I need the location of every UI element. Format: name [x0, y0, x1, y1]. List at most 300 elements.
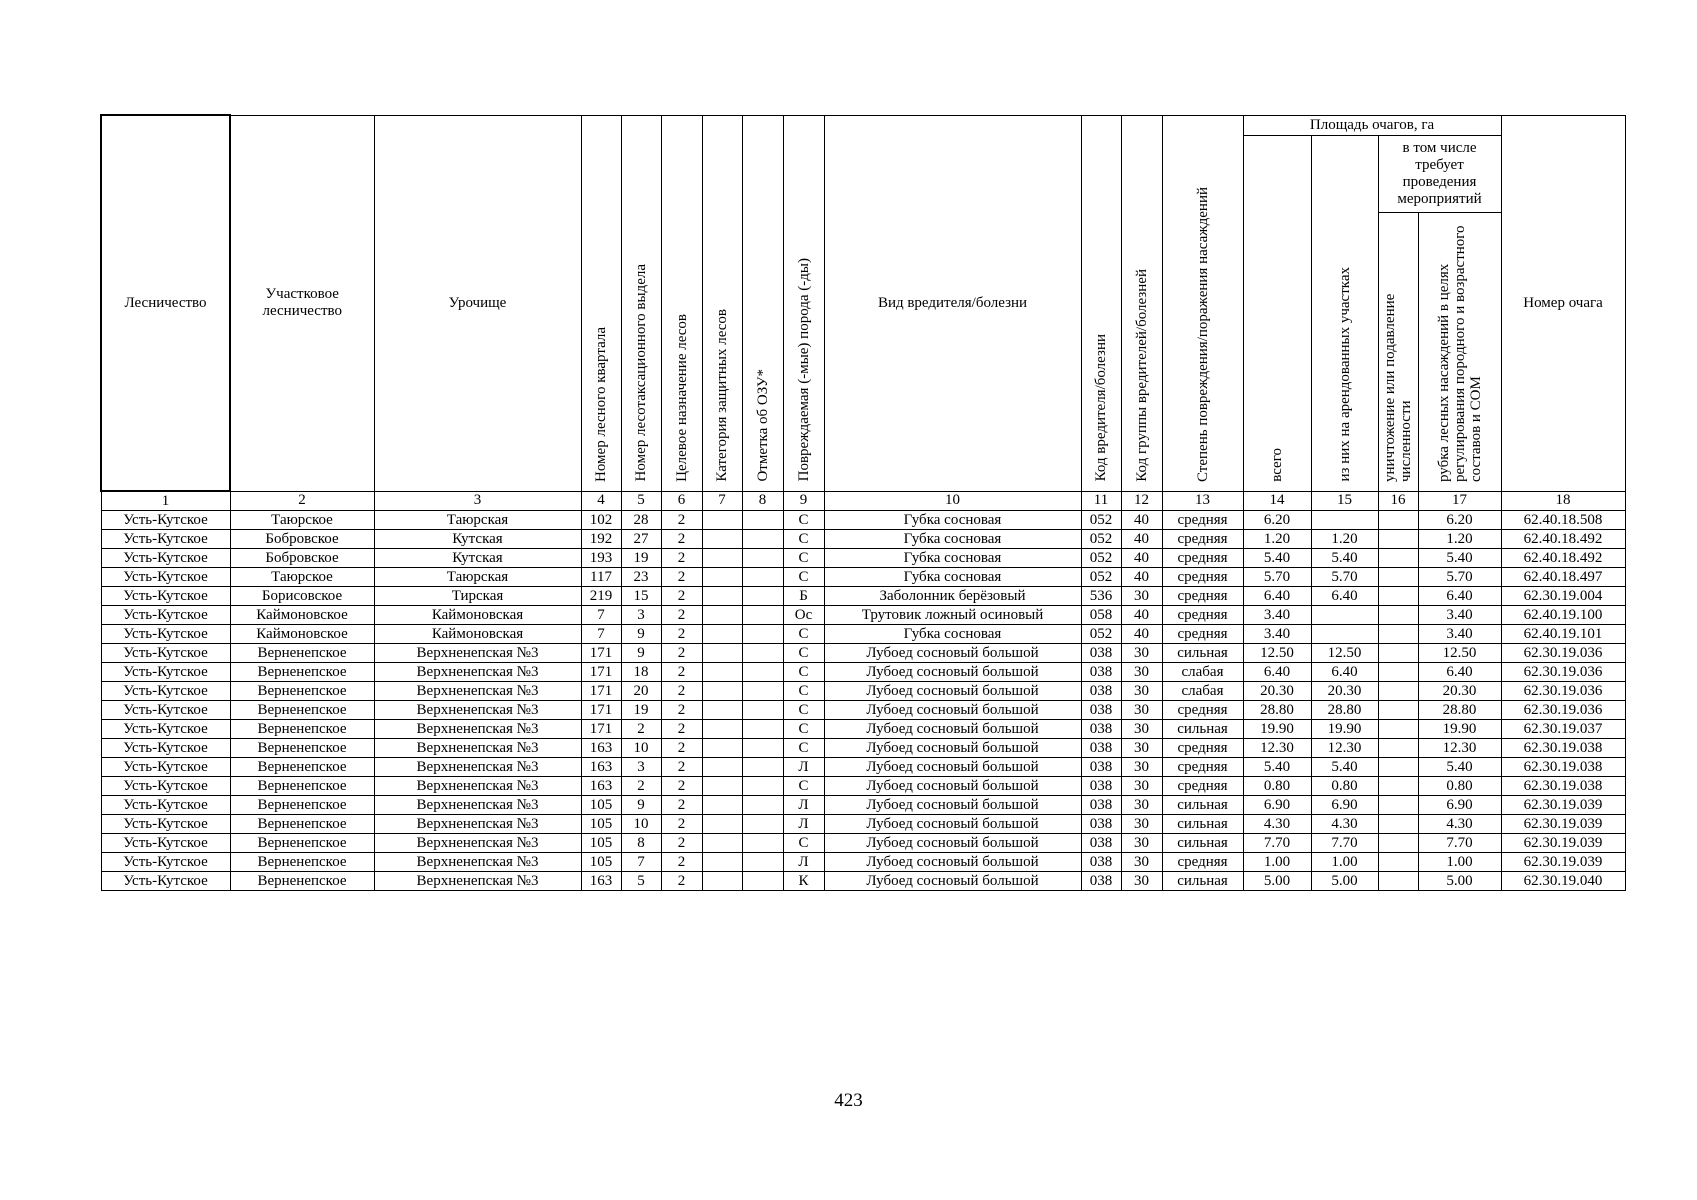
vydel-cell: 23: [621, 568, 661, 587]
stepen-cell: средняя: [1162, 739, 1243, 758]
kvartal-cell: 171: [581, 663, 621, 682]
kvartal-cell: 163: [581, 872, 621, 891]
nomer-ochaga-cell: 62.30.19.039: [1501, 853, 1625, 872]
urochishche-cell: Тирская: [374, 587, 581, 606]
header-vsego: всего: [1243, 135, 1311, 491]
kod-gruppy-cell: 30: [1121, 796, 1162, 815]
kvartal-cell: 171: [581, 682, 621, 701]
column-number: 1: [101, 491, 230, 511]
poroda-cell: Л: [783, 758, 824, 777]
table-row: [101, 777, 1625, 796]
kod-cell: 038: [1081, 663, 1121, 682]
nomer-ochaga-cell: 62.40.18.492: [1501, 530, 1625, 549]
leshoz-cell: Усть-Кутское: [101, 758, 230, 777]
uchastok-cell: Каймоновское: [230, 606, 374, 625]
vsego-cell: 1.00: [1243, 853, 1311, 872]
unichtozhenie-cell: [1378, 663, 1418, 682]
rubka-cell: 6.20: [1418, 511, 1501, 530]
kod-cell: 038: [1081, 777, 1121, 796]
stepen-cell: средняя: [1162, 587, 1243, 606]
page-number: 423: [834, 1090, 863, 1111]
stepen-cell: сильная: [1162, 644, 1243, 663]
vydel-cell: 19: [621, 549, 661, 568]
arenda-cell: [1311, 625, 1378, 644]
header-poroda: Повреждаемая (-мые) порода (-ды): [783, 115, 824, 491]
unichtozhenie-cell: [1378, 644, 1418, 663]
column-number: 5: [621, 491, 661, 511]
kvartal-cell: 105: [581, 834, 621, 853]
kod-gruppy-cell: 30: [1121, 682, 1162, 701]
kod-gruppy-cell: 30: [1121, 777, 1162, 796]
nomer-ochaga-cell: 62.30.19.036: [1501, 644, 1625, 663]
urochishche-cell: Верхненепская №3: [374, 796, 581, 815]
ozu-cell: [742, 853, 783, 872]
poroda-cell: Б: [783, 587, 824, 606]
rubka-cell: 6.40: [1418, 663, 1501, 682]
kod-cell: 038: [1081, 682, 1121, 701]
kod-gruppy-cell: 30: [1121, 815, 1162, 834]
nomer-ochaga-cell: 62.30.19.038: [1501, 739, 1625, 758]
rubka-cell: 3.40: [1418, 625, 1501, 644]
leshoz-cell: Усть-Кутское: [101, 872, 230, 891]
unichtozhenie-cell: [1378, 549, 1418, 568]
poroda-cell: С: [783, 644, 824, 663]
naznachenie-cell: 2: [661, 815, 702, 834]
vsego-cell: 5.40: [1243, 549, 1311, 568]
unichtozhenie-cell: [1378, 739, 1418, 758]
vydel-cell: 2: [621, 720, 661, 739]
naznachenie-cell: 2: [661, 530, 702, 549]
arenda-cell: 5.00: [1311, 872, 1378, 891]
kod-gruppy-cell: 30: [1121, 872, 1162, 891]
vydel-cell: 15: [621, 587, 661, 606]
nomer-ochaga-cell: 62.30.19.036: [1501, 682, 1625, 701]
vydel-cell: 19: [621, 701, 661, 720]
column-number: 11: [1081, 491, 1121, 511]
unichtozhenie-cell: [1378, 872, 1418, 891]
naznachenie-cell: 2: [661, 739, 702, 758]
vydel-cell: 10: [621, 739, 661, 758]
leshoz-cell: Усть-Кутское: [101, 625, 230, 644]
rubka-cell: 4.30: [1418, 815, 1501, 834]
poroda-cell: С: [783, 777, 824, 796]
naznachenie-cell: 2: [661, 701, 702, 720]
unichtozhenie-cell: [1378, 587, 1418, 606]
vsego-cell: 5.00: [1243, 872, 1311, 891]
stepen-cell: средняя: [1162, 568, 1243, 587]
unichtozhenie-cell: [1378, 625, 1418, 644]
table-row: [101, 701, 1625, 720]
stepen-cell: сильная: [1162, 815, 1243, 834]
arenda-cell: 5.70: [1311, 568, 1378, 587]
leshoz-cell: Усть-Кутское: [101, 796, 230, 815]
kvartal-cell: 219: [581, 587, 621, 606]
uchastok-cell: Верненепское: [230, 739, 374, 758]
uchastok-cell: Верненепское: [230, 682, 374, 701]
nomer-ochaga-cell: 62.30.19.038: [1501, 758, 1625, 777]
header-vid: Вид вредителя/болезни: [824, 115, 1081, 491]
vsego-cell: 5.40: [1243, 758, 1311, 777]
kategoriya-cell: [702, 682, 742, 701]
ozu-cell: [742, 511, 783, 530]
vsego-cell: 12.50: [1243, 644, 1311, 663]
kod-gruppy-cell: 40: [1121, 549, 1162, 568]
rubka-cell: 5.40: [1418, 549, 1501, 568]
ozu-cell: [742, 834, 783, 853]
ozu-cell: [742, 625, 783, 644]
vydel-cell: 5: [621, 872, 661, 891]
arenda-cell: 5.40: [1311, 758, 1378, 777]
column-number: 16: [1378, 491, 1418, 511]
unichtozhenie-cell: [1378, 796, 1418, 815]
nomer-ochaga-cell: 62.40.19.100: [1501, 606, 1625, 625]
column-number: 17: [1418, 491, 1501, 511]
vsego-cell: 3.40: [1243, 606, 1311, 625]
ozu-cell: [742, 606, 783, 625]
kategoriya-cell: [702, 758, 742, 777]
ozu-cell: [742, 720, 783, 739]
vsego-cell: 6.20: [1243, 511, 1311, 530]
uchastok-cell: Борисовское: [230, 587, 374, 606]
poroda-cell: С: [783, 511, 824, 530]
urochishche-cell: Верхненепская №3: [374, 853, 581, 872]
kategoriya-cell: [702, 511, 742, 530]
uchastok-cell: Бобровское: [230, 549, 374, 568]
unichtozhenie-cell: [1378, 777, 1418, 796]
poroda-cell: С: [783, 720, 824, 739]
vydel-cell: 9: [621, 625, 661, 644]
stepen-cell: средняя: [1162, 777, 1243, 796]
vsego-cell: 1.20: [1243, 530, 1311, 549]
leshoz-cell: Усть-Кутское: [101, 853, 230, 872]
vid-cell: Лубоед сосновый большой: [824, 644, 1081, 663]
arenda-cell: 12.30: [1311, 739, 1378, 758]
arenda-cell: 28.80: [1311, 701, 1378, 720]
urochishche-cell: Таюрская: [374, 568, 581, 587]
vydel-cell: 2: [621, 777, 661, 796]
leshoz-cell: Усть-Кутское: [101, 587, 230, 606]
vid-cell: Лубоед сосновый большой: [824, 796, 1081, 815]
kategoriya-cell: [702, 739, 742, 758]
nomer-ochaga-cell: 62.40.18.492: [1501, 549, 1625, 568]
table-row: [101, 644, 1625, 663]
rubka-cell: 6.40: [1418, 587, 1501, 606]
column-number: 2: [230, 491, 374, 511]
leshoz-cell: Усть-Кутское: [101, 530, 230, 549]
nomer-ochaga-cell: 62.30.19.039: [1501, 834, 1625, 853]
table-row: [101, 720, 1625, 739]
kod-gruppy-cell: 30: [1121, 587, 1162, 606]
leshoz-cell: Усть-Кутское: [101, 606, 230, 625]
column-number: 14: [1243, 491, 1311, 511]
vid-cell: Лубоед сосновый большой: [824, 834, 1081, 853]
kod-cell: 052: [1081, 530, 1121, 549]
kod-cell: 038: [1081, 758, 1121, 777]
rubka-cell: 5.00: [1418, 872, 1501, 891]
vid-cell: Лубоед сосновый большой: [824, 663, 1081, 682]
leshoz-cell: Усть-Кутское: [101, 834, 230, 853]
unichtozhenie-cell: [1378, 568, 1418, 587]
naznachenie-cell: 2: [661, 587, 702, 606]
arenda-cell: [1311, 511, 1378, 530]
kategoriya-cell: [702, 549, 742, 568]
vsego-cell: 28.80: [1243, 701, 1311, 720]
naznachenie-cell: 2: [661, 777, 702, 796]
ozu-cell: [742, 777, 783, 796]
poroda-cell: Л: [783, 815, 824, 834]
unichtozhenie-cell: [1378, 530, 1418, 549]
ozu-cell: [742, 644, 783, 663]
kvartal-cell: 171: [581, 644, 621, 663]
vydel-cell: 3: [621, 606, 661, 625]
uchastok-cell: Верненепское: [230, 701, 374, 720]
vid-cell: Губка сосновая: [824, 549, 1081, 568]
arenda-cell: 6.40: [1311, 663, 1378, 682]
uchastok-cell: Верненепское: [230, 815, 374, 834]
column-number: 3: [374, 491, 581, 511]
uchastok-cell: Бобровское: [230, 530, 374, 549]
vid-cell: Лубоед сосновый большой: [824, 853, 1081, 872]
poroda-cell: С: [783, 682, 824, 701]
kategoriya-cell: [702, 701, 742, 720]
stepen-cell: сильная: [1162, 834, 1243, 853]
kategoriya-cell: [702, 606, 742, 625]
uchastok-cell: Таюрское: [230, 568, 374, 587]
nomer-ochaga-cell: 62.30.19.036: [1501, 701, 1625, 720]
vsego-cell: 3.40: [1243, 625, 1311, 644]
table-row: [101, 815, 1625, 834]
kod-gruppy-cell: 30: [1121, 720, 1162, 739]
kod-cell: 052: [1081, 625, 1121, 644]
header-stepen: Степень повреждения/поражения насаждений: [1162, 115, 1243, 491]
kvartal-cell: 117: [581, 568, 621, 587]
leshoz-cell: Усть-Кутское: [101, 644, 230, 663]
stepen-cell: сильная: [1162, 872, 1243, 891]
naznachenie-cell: 2: [661, 568, 702, 587]
naznachenie-cell: 2: [661, 549, 702, 568]
unichtozhenie-cell: [1378, 701, 1418, 720]
naznachenie-cell: 2: [661, 720, 702, 739]
naznachenie-cell: 2: [661, 511, 702, 530]
naznachenie-cell: 2: [661, 644, 702, 663]
rubka-cell: 0.80: [1418, 777, 1501, 796]
rubka-cell: 3.40: [1418, 606, 1501, 625]
naznachenie-cell: 2: [661, 663, 702, 682]
vsego-cell: 4.30: [1243, 815, 1311, 834]
header-vydel: Номер лесотаксационного выдела: [621, 115, 661, 491]
leshoz-cell: Усть-Кутское: [101, 568, 230, 587]
table-row: [101, 872, 1625, 891]
urochishche-cell: Верхненепская №3: [374, 663, 581, 682]
naznachenie-cell: 2: [661, 853, 702, 872]
table-row: [101, 758, 1625, 777]
leshoz-cell: Усть-Кутское: [101, 663, 230, 682]
nomer-ochaga-cell: 62.40.18.497: [1501, 568, 1625, 587]
header-uchastok: Участковое лесничество: [230, 115, 374, 491]
kod-gruppy-cell: 40: [1121, 511, 1162, 530]
table-row: [101, 739, 1625, 758]
column-number: 7: [702, 491, 742, 511]
poroda-cell: С: [783, 701, 824, 720]
poroda-cell: С: [783, 549, 824, 568]
rubka-cell: 5.70: [1418, 568, 1501, 587]
rubka-cell: 12.50: [1418, 644, 1501, 663]
nomer-ochaga-cell: 62.30.19.040: [1501, 872, 1625, 891]
nomer-ochaga-cell: 62.30.19.038: [1501, 777, 1625, 796]
rubka-cell: 12.30: [1418, 739, 1501, 758]
column-number: 12: [1121, 491, 1162, 511]
urochishche-cell: Верхненепская №3: [374, 777, 581, 796]
vydel-cell: 8: [621, 834, 661, 853]
stepen-cell: средняя: [1162, 625, 1243, 644]
uchastok-cell: Верненепское: [230, 777, 374, 796]
ozu-cell: [742, 701, 783, 720]
vid-cell: Губка сосновая: [824, 511, 1081, 530]
table-row: [101, 511, 1625, 530]
urochishche-cell: Верхненепская №3: [374, 834, 581, 853]
ozu-cell: [742, 758, 783, 777]
header-naznachenie: Целевое назначение лесов: [661, 115, 702, 491]
leshoz-cell: Усть-Кутское: [101, 701, 230, 720]
kategoriya-cell: [702, 853, 742, 872]
kod-gruppy-cell: 30: [1121, 663, 1162, 682]
kategoriya-cell: [702, 796, 742, 815]
kod-gruppy-cell: 30: [1121, 834, 1162, 853]
kod-cell: 038: [1081, 720, 1121, 739]
kod-gruppy-cell: 40: [1121, 568, 1162, 587]
vid-cell: Заболонник берёзовый: [824, 587, 1081, 606]
kategoriya-cell: [702, 834, 742, 853]
ozu-cell: [742, 739, 783, 758]
table-row: [101, 568, 1625, 587]
arenda-cell: 5.40: [1311, 549, 1378, 568]
column-number: 4: [581, 491, 621, 511]
stepen-cell: слабая: [1162, 663, 1243, 682]
kod-cell: 052: [1081, 568, 1121, 587]
vsego-cell: 6.90: [1243, 796, 1311, 815]
naznachenie-cell: 2: [661, 796, 702, 815]
vid-cell: Лубоед сосновый большой: [824, 815, 1081, 834]
header-kod: Код вредителя/болезни: [1081, 115, 1121, 491]
ozu-cell: [742, 815, 783, 834]
kvartal-cell: 163: [581, 777, 621, 796]
kvartal-cell: 193: [581, 549, 621, 568]
nomer-ochaga-cell: 62.30.19.039: [1501, 796, 1625, 815]
header-ploshchad: Площадь очагов, га: [1243, 115, 1501, 135]
rubka-cell: 6.90: [1418, 796, 1501, 815]
kod-gruppy-cell: 30: [1121, 853, 1162, 872]
leshoz-cell: Усть-Кутское: [101, 682, 230, 701]
poroda-cell: С: [783, 834, 824, 853]
column-number: 6: [661, 491, 702, 511]
header-v-tom-chisle: в том числе требует проведения мероприятий: [1378, 135, 1501, 212]
kategoriya-cell: [702, 625, 742, 644]
forest-pest-foci-table: [100, 114, 1626, 891]
leshoz-cell: Усть-Кутское: [101, 739, 230, 758]
uchastok-cell: Каймоновское: [230, 625, 374, 644]
kod-gruppy-cell: 40: [1121, 625, 1162, 644]
vydel-cell: 9: [621, 644, 661, 663]
table-body: [101, 491, 1625, 891]
uchastok-cell: Верненепское: [230, 834, 374, 853]
poroda-cell: С: [783, 530, 824, 549]
arenda-cell: [1311, 606, 1378, 625]
table-row: [101, 682, 1625, 701]
vydel-cell: 20: [621, 682, 661, 701]
vid-cell: Лубоед сосновый большой: [824, 682, 1081, 701]
unichtozhenie-cell: [1378, 853, 1418, 872]
vsego-cell: 7.70: [1243, 834, 1311, 853]
unichtozhenie-cell: [1378, 834, 1418, 853]
kvartal-cell: 7: [581, 606, 621, 625]
uchastok-cell: Верненепское: [230, 663, 374, 682]
column-number: 15: [1311, 491, 1378, 511]
rubka-cell: 7.70: [1418, 834, 1501, 853]
ozu-cell: [742, 530, 783, 549]
vydel-cell: 9: [621, 796, 661, 815]
vid-cell: Губка сосновая: [824, 568, 1081, 587]
kategoriya-cell: [702, 720, 742, 739]
kod-cell: 052: [1081, 511, 1121, 530]
kategoriya-cell: [702, 568, 742, 587]
kategoriya-cell: [702, 777, 742, 796]
kategoriya-cell: [702, 815, 742, 834]
poroda-cell: С: [783, 625, 824, 644]
uchastok-cell: Верненепское: [230, 644, 374, 663]
kvartal-cell: 105: [581, 815, 621, 834]
nomer-ochaga-cell: 62.30.19.036: [1501, 663, 1625, 682]
header-kod-gruppy: Код группы вредителей/болезней: [1121, 115, 1162, 491]
stepen-cell: средняя: [1162, 701, 1243, 720]
urochishche-cell: Верхненепская №3: [374, 682, 581, 701]
table-row: [101, 587, 1625, 606]
kod-cell: 536: [1081, 587, 1121, 606]
kvartal-cell: 171: [581, 720, 621, 739]
kod-gruppy-cell: 30: [1121, 701, 1162, 720]
header-kvartal: Номер лесного квартала: [581, 115, 621, 491]
kvartal-cell: 163: [581, 758, 621, 777]
column-number: 9: [783, 491, 824, 511]
ozu-cell: [742, 549, 783, 568]
column-number: 18: [1501, 491, 1625, 511]
poroda-cell: С: [783, 568, 824, 587]
rubka-cell: 19.90: [1418, 720, 1501, 739]
urochishche-cell: Кутская: [374, 549, 581, 568]
column-number: 8: [742, 491, 783, 511]
kvartal-cell: 102: [581, 511, 621, 530]
nomer-ochaga-cell: 62.30.19.039: [1501, 815, 1625, 834]
ozu-cell: [742, 682, 783, 701]
arenda-cell: 12.50: [1311, 644, 1378, 663]
vsego-cell: 12.30: [1243, 739, 1311, 758]
ozu-cell: [742, 872, 783, 891]
urochishche-cell: Каймоновская: [374, 625, 581, 644]
arenda-cell: 0.80: [1311, 777, 1378, 796]
kod-cell: 038: [1081, 853, 1121, 872]
leshoz-cell: Усть-Кутское: [101, 720, 230, 739]
vydel-cell: 10: [621, 815, 661, 834]
arenda-cell: 19.90: [1311, 720, 1378, 739]
column-number: 10: [824, 491, 1081, 511]
stepen-cell: слабая: [1162, 682, 1243, 701]
urochishche-cell: Верхненепская №3: [374, 720, 581, 739]
urochishche-cell: Кутская: [374, 530, 581, 549]
kod-gruppy-cell: 30: [1121, 758, 1162, 777]
vsego-cell: 6.40: [1243, 587, 1311, 606]
kategoriya-cell: [702, 587, 742, 606]
unichtozhenie-cell: [1378, 758, 1418, 777]
kod-gruppy-cell: 30: [1121, 739, 1162, 758]
